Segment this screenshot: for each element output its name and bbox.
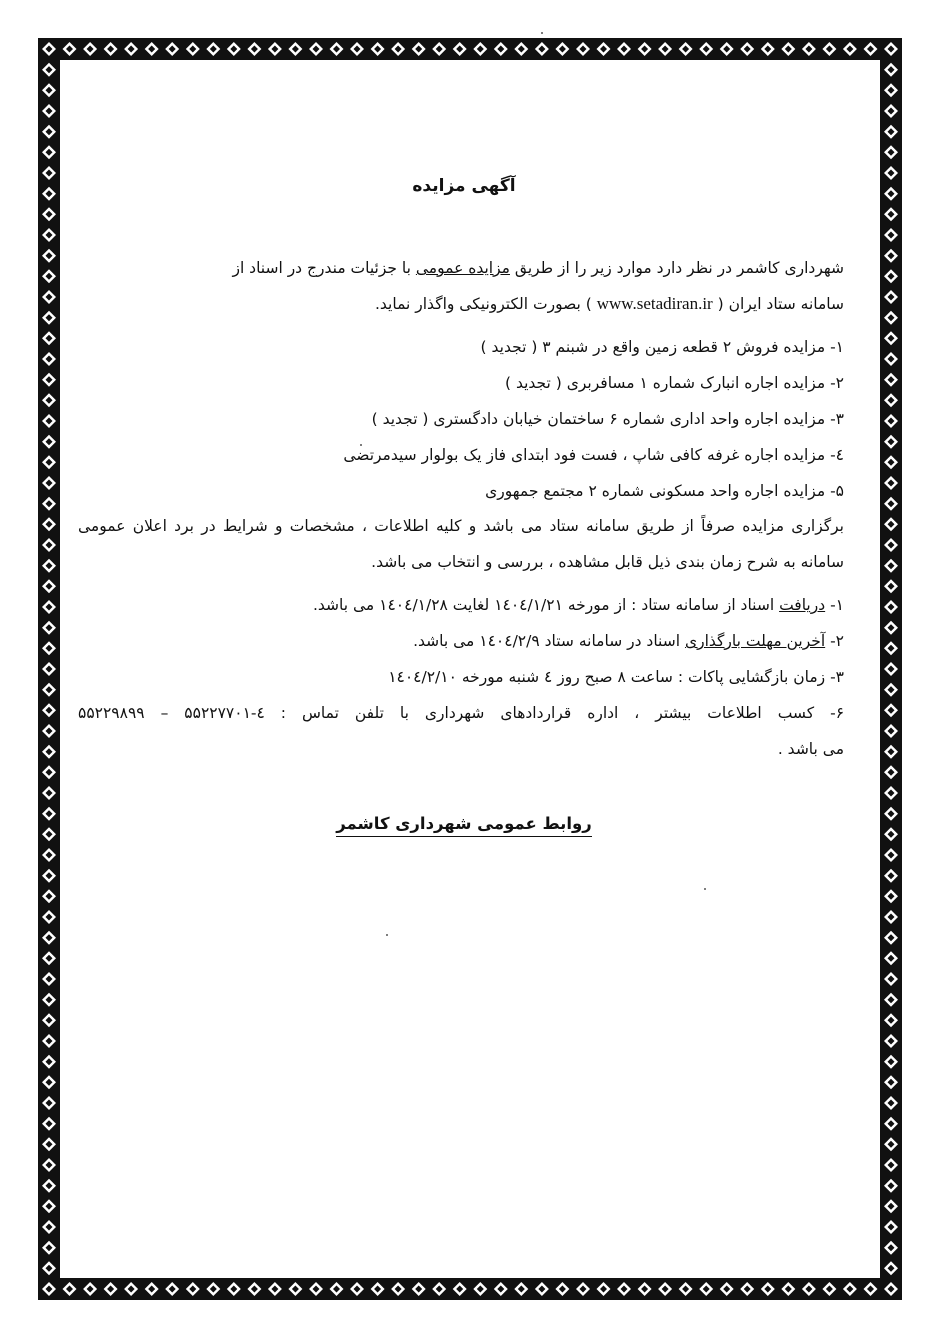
intro-line-2 [78, 286, 844, 322]
contact-info-line: ۶- کسب اطلاعات بیشتر ، اداره قراردادهای شهرداری با تلفن تماس : ٤-۵۵۲۲۷۷۰۱ – ۵۵۲۲۹۸۹۹ [78, 704, 845, 722]
intro-text-part1: شهرداری کاشمر در نظر دارد موارد زیر را از طریق [509, 259, 844, 277]
page-title: آگهی مزایده [412, 176, 516, 196]
list-item: ۵- مزایده اجاره واحد مسکونی شماره ۲ مجتمع جمهوری [485, 482, 844, 500]
schedule-1-number: ۱- [825, 596, 844, 614]
schedule-item-upload-deadline [413, 632, 844, 650]
intro-line2-end: ) بصورت الکترونیکی واگذار نماید. [374, 295, 597, 313]
list-item: ۱- مزایده فروش ۲ قطعه زمین واقع در شبنم ۳ ( تجدید ) [480, 338, 844, 356]
announcement-page [78, 60, 850, 1280]
schedule-item-opening-time: ۳- زمان بازگشایی پاکات : ساعت ۸ صبح روز ٤ شنبه مورخه ۱٤۰٤/۲/۱۰ [388, 668, 844, 686]
scan-speck [386, 934, 388, 936]
schedule-item-receive-docs [313, 596, 844, 614]
intro-line2-start: سامانه ستاد ایران ( [712, 295, 844, 313]
schedule-2-number: ۲- [825, 632, 844, 650]
scan-speck [704, 888, 706, 890]
schedule-2-text: اسناد در سامانه ستاد ۱٤۰٤/۲/۹ می باشد. [413, 632, 685, 650]
contact-info-line-end: می باشد . [777, 740, 844, 758]
intro-paragraph [78, 250, 844, 322]
schedule-1-text: اسناد از سامانه ستاد : از مورخه ۱٤۰٤/۱/۲۱ لغایت ۱٤۰٤/۱/۲۸ می باشد. [312, 596, 780, 614]
intro-underlined-text: مزایده عمومی [415, 259, 510, 277]
schedule-2-underlined: آخرین مهلت بارگذاری [684, 632, 826, 650]
list-item: ٤- مزایده اجاره غرفه کافی شاپ ، فست فود ابتدای فاز یک بولوار سیدمرتضی [343, 446, 844, 464]
schedule-1-underlined: دریافت [779, 596, 826, 614]
setadiran-url: www.setadiran.ir [596, 294, 713, 313]
signature [78, 814, 850, 833]
signature-text: روابط عمومی شهرداری کاشمر [336, 814, 592, 837]
list-item: ۲- مزایده اجاره انبارک شماره ۱ مسافربری ( تجدید ) [504, 374, 844, 392]
list-item: ۳- مزایده اجاره واحد اداری شماره ۶ ساختمان خیابان دادگستری ( تجدید ) [371, 410, 844, 428]
intro-line-1 [78, 250, 844, 286]
intro-text-part2: با جزئیات مندرج در اسناد از [232, 259, 416, 277]
scan-speck [541, 32, 543, 34]
procedure-paragraph: برگزاری مزایده صرفاً از طریق سامانه ستاد می باشد و کلیه اطلاعات ، مشخصات و شرایط در برد اعلان عمومی سامانه به شرح زمان بندی ذیل قابل مشاهده ، بررسی و انتخاب می باشد. [78, 517, 844, 571]
scan-speck [360, 444, 362, 446]
